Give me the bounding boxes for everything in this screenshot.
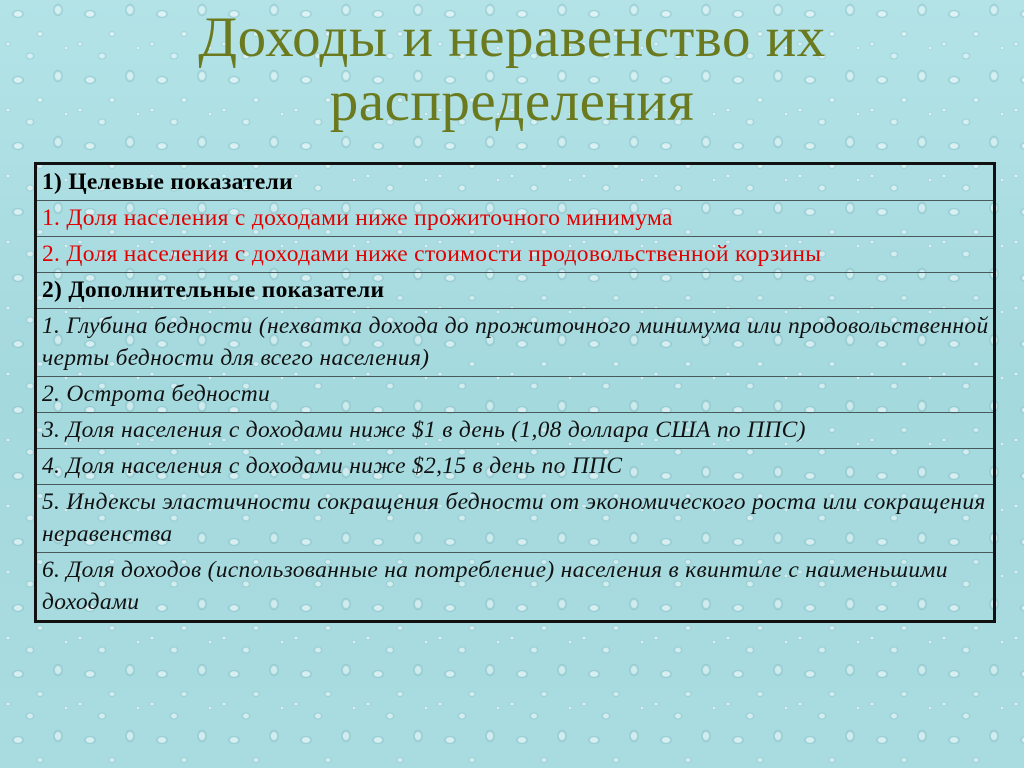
table-row-target-1: 1. Доля населения с доходами ниже прожиточного минимума	[37, 201, 993, 237]
table-row-additional-1: 1. Глубина бедности (нехватка дохода до прожиточного минимума или продовольственной черты бедности для всего населения)	[37, 309, 993, 377]
table-row-target-indicators-header: 1) Целевые показатели	[37, 165, 993, 201]
slide-title	[0, 6, 1024, 134]
slide-title-line-2: распределения	[329, 70, 695, 133]
table-row-additional-4: 4. Доля населения с доходами ниже $2,15 в день по ППС	[37, 449, 993, 485]
table-row-additional-indicators-header: 2) Дополнительные показатели	[37, 273, 993, 309]
table-row-additional-6: 6. Доля доходов (использованные на потребление) населения в квинтиле с наименьшими доходами	[42, 557, 948, 615]
table-row-additional-5: 5. Индексы эластичности сокращения бедности от экономического роста или сокращения неравенства	[37, 485, 993, 553]
table-row-additional-3: 3. Доля населения с доходами ниже $1 в день (1,08 доллара США по ППС)	[37, 413, 993, 449]
table-row-additional-2: 2. Острота бедности	[37, 377, 993, 413]
table-row-target-2: 2. Доля населения с доходами ниже стоимости продовольственной корзины	[37, 237, 993, 273]
slide-title-line-1: Доходы и неравенство их	[198, 6, 826, 69]
indicators-table	[34, 162, 996, 623]
